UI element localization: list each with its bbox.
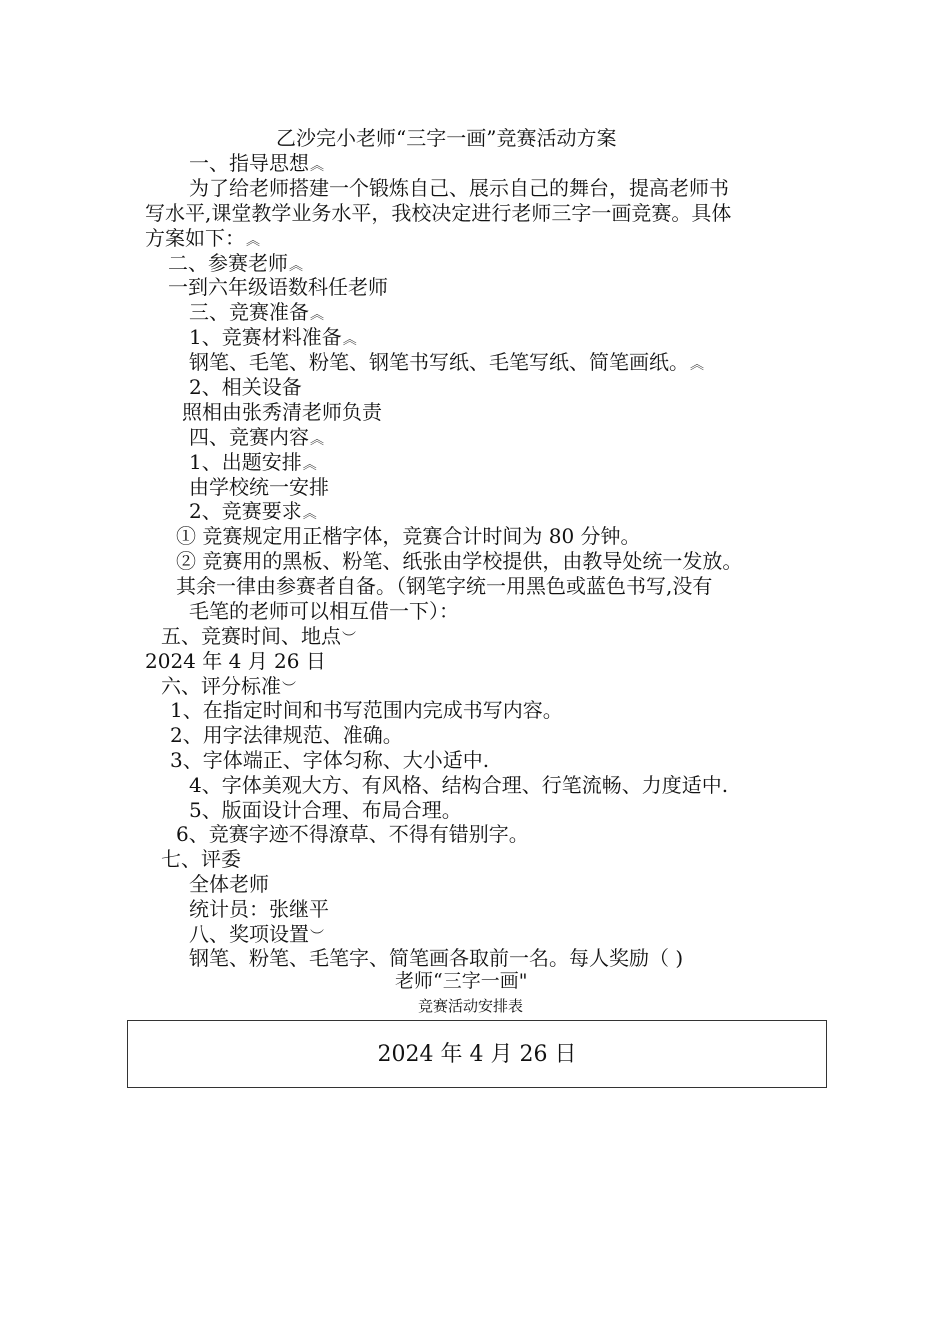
sub-heading: 2、竞赛要求︽	[189, 499, 317, 523]
paragraph-mark-icon: ︽	[289, 258, 303, 274]
paragraph-mark-icon: ︽	[310, 307, 324, 323]
paragraph-line: 全体老师	[189, 872, 269, 896]
paragraph-line: ② 竞赛用的黑板、粉笔、纸张由学校提供，由教导处统一发放。	[176, 549, 743, 573]
section-heading: 六、评分标准︶	[161, 674, 296, 698]
document-title: 乙沙完小老师“三字一画”竞赛活动方案	[276, 126, 617, 150]
section-heading: 一、指导思想︽	[189, 151, 324, 175]
paragraph-line: 由学校统一安排	[189, 475, 329, 499]
section-heading: 四、竞赛内容︽	[189, 425, 324, 449]
paragraph-line: 毛笔的老师可以相互借一下）：	[189, 599, 459, 623]
paragraph-line: 一到六年级语数科任老师	[168, 275, 388, 299]
paragraph-line: ① 竞赛规定用正楷字体，竞赛合计时间为 80 分钟。	[176, 524, 641, 548]
list-item: 2、用字法律规范、准确。	[170, 723, 403, 747]
section-heading: 八、奖项设置︶	[189, 922, 324, 946]
section-heading: 七、评委	[161, 847, 241, 871]
table-heading: 老师“三字一画"	[395, 970, 528, 992]
paragraph-mark-icon: ︶	[342, 631, 356, 647]
list-item: 3、字体端正、字体匀称、大小适中.	[170, 748, 490, 772]
paragraph-mark-icon: ︽	[690, 357, 704, 373]
sub-heading: 1、竞赛材料准备︽	[189, 325, 357, 349]
paragraph-line: 写水平,课堂教学业务水平，我校决定进行老师三字一画竞赛。具体	[145, 201, 732, 225]
section-heading: 三、竞赛准备︽	[189, 300, 324, 324]
sub-heading: 1、出题安排︽	[189, 450, 317, 474]
table-subheading: 竞赛活动安排表	[418, 997, 524, 1015]
schedule-table	[127, 1020, 827, 1088]
paragraph-line: 为了给老师搭建一个锻炼自己、展示自己的舞台，提高老师书	[189, 176, 729, 200]
paragraph-line: 钢笔、粉笔、毛笔字、简笔画各取前一名。每人奖励（ )	[189, 946, 684, 970]
list-item: 6、竞赛字迹不得潦草、不得有错别字。	[176, 822, 529, 846]
paragraph-mark-icon: ︽	[342, 332, 357, 348]
list-item: 4、字体美观大方、有风格、结构合理、行笔流畅、力度适中.	[189, 773, 729, 797]
section-heading: 二、参赛老师︽	[168, 251, 303, 275]
paragraph-mark-icon: ︶	[310, 929, 324, 945]
paragraph-line: 其余一律由参赛者自备。（钢笔字统一用黑色或蓝色书写,没有	[176, 574, 713, 598]
paragraph-line: 方案如下：︽	[145, 226, 260, 250]
table-cell-date: 2024 年 4 月 26 日	[377, 1042, 577, 1067]
paragraph-mark-icon: ︽	[310, 158, 324, 174]
paragraph-line: 照相由张秀清老师负责	[182, 400, 382, 424]
sub-heading: 2、相关设备	[189, 375, 302, 399]
paragraph-line: 2024 年 4 月 26 日	[145, 649, 326, 673]
list-item: 5、版面设计合理、布局合理。	[189, 798, 462, 822]
paragraph-line: 钢笔、毛笔、粉笔、钢笔书写纸、毛笔写纸、简笔画纸。︽	[189, 350, 704, 374]
paragraph-mark-icon: ︽	[302, 457, 317, 473]
list-item: 1、在指定时间和书写范围内完成书写内容。	[170, 698, 563, 722]
paragraph-mark-icon: ︽	[302, 506, 317, 522]
paragraph-line: 统计员：张继平	[189, 897, 329, 921]
paragraph-mark-icon: ︶	[282, 681, 296, 697]
paragraph-mark-icon: ︽	[310, 432, 324, 448]
section-heading: 五、竞赛时间、地点︶	[161, 624, 356, 648]
paragraph-mark-icon: ︽	[246, 233, 260, 249]
